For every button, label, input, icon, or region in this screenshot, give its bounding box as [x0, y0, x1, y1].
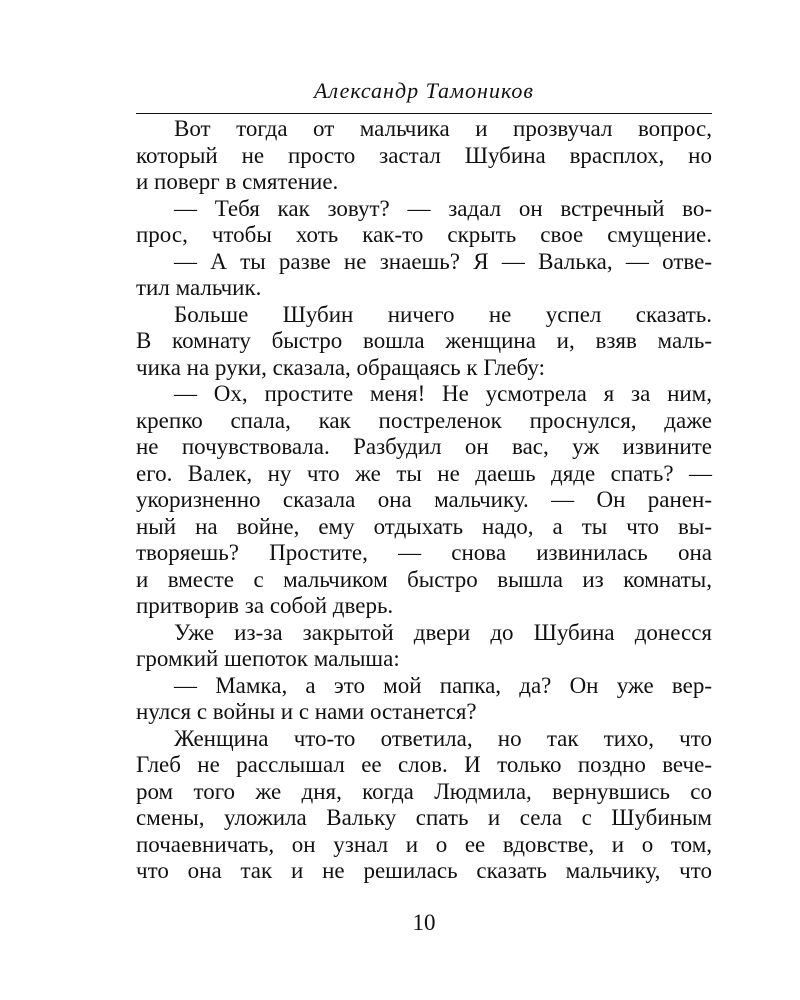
text-line: крепко спала, как постреленок проснулся, даже [136, 407, 712, 433]
text-line: что она так и не решилась сказать мальчику, что [136, 858, 712, 883]
text-line: тил мальчик. [136, 275, 262, 300]
text-line: творяешь? Простите, — снова извинилась она [136, 540, 712, 565]
text-line: — А ты разве не знаешь? Я — Валька, — отве- [174, 248, 712, 274]
text-line: ный на войне, ему отдыхать надо, а ты что вы- [136, 513, 712, 539]
text-line: укоризненно сказала она мальчику. — Он ранен- [136, 487, 712, 512]
text-line: — Ох, простите меня! Не усмотрела я за ним, [174, 381, 712, 406]
text-line: притворив за собой дверь. [136, 593, 394, 618]
text-line: громкий шепоток малыша: [136, 646, 400, 671]
text-line: Вот тогда от мальчика и прозвучал вопрос, [174, 116, 712, 141]
text-line: ром того же дня, когда Людмила, вернувшись со [136, 778, 712, 804]
text-line: В комнату быстро вошла женщина и, взяв маль- [136, 328, 712, 353]
text-line: Глеб не расслышал ее слов. И только поздно вече- [136, 752, 712, 777]
text-line: нулся с войны и с нами останется? [136, 699, 477, 724]
text-line: прос, чтобы хоть как-то скрыть свое смущение. [136, 222, 712, 247]
text-line: смены, уложила Вальку спать и села с Шубиным [136, 805, 712, 830]
text-line: почаевничать, он узнал и о ее вдовстве, и о том, [136, 831, 712, 857]
running-head-author: Александр Тамоников [314, 78, 534, 103]
page-number: 10 [412, 910, 436, 935]
text-line: не почувствовала. Разбудил он вас, уж извините [136, 434, 712, 459]
text-line: чика на руки, сказала, обращаясь к Глебу: [136, 354, 545, 380]
text-line: Женщина что-то ответила, но так тихо, что [174, 725, 712, 751]
text-line: и поверг в смятение. [136, 169, 339, 194]
text-line: — Тебя как зовут? — задал он встречный во- [174, 195, 712, 221]
body-text [136, 116, 712, 885]
text-line: — Мамка, а это мой папка, да? Он уже вер- [174, 672, 712, 698]
header-rule [136, 113, 712, 114]
text-line: Уже из-за закрытой двери до Шубина донесся [174, 619, 712, 645]
text-line: и вместе с мальчиком быстро вышла из комнаты, [136, 566, 712, 592]
text-line: Больше Шубин ничего не успел сказать. [174, 301, 712, 327]
text-line: который не просто застал Шубина врасплох, но [136, 142, 712, 168]
text-line: его. Валек, ну что же ты не даешь дяде спать? — [136, 460, 712, 486]
